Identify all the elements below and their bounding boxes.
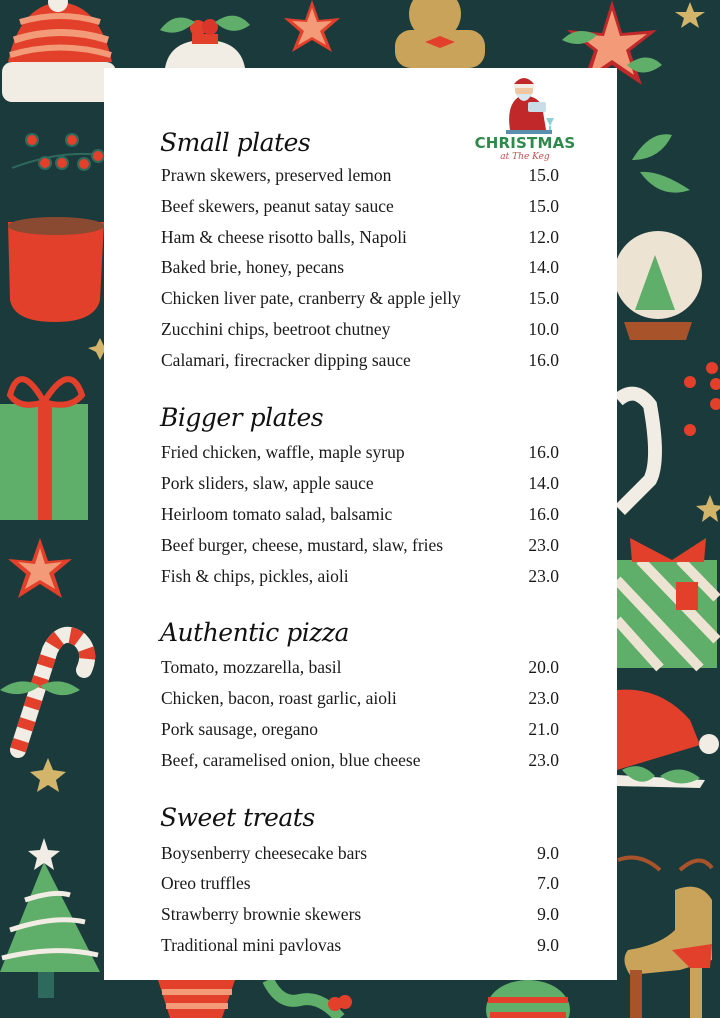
item-name: Chicken liver pate, cranberry & apple jelly [161,288,461,308]
berries-icon [684,362,720,436]
menu-item [161,933,559,957]
item-name: Prawn skewers, preserved lemon [161,165,392,185]
item-name: Tomato, mozzarella, basil [161,657,342,677]
menu-item [161,717,559,741]
item-name: Traditional mini pavlovas [161,935,342,955]
item-price: 15.0 [528,288,559,308]
item-name: Chicken, bacon, roast garlic, aioli [161,688,397,708]
menu-item [161,163,559,187]
item-price: 21.0 [528,719,559,739]
menu-item [161,317,559,341]
item-name: Zucchini chips, beetroot chutney [161,319,391,339]
menu-item [161,440,559,464]
item-price: 9.0 [537,935,559,955]
item-name: Beef skewers, peanut satay sauce [161,196,394,216]
menu-item [161,255,559,279]
item-price: 14.0 [528,257,559,277]
item-name: Beef burger, cheese, mustard, slaw, fries [161,535,444,555]
item-name: Strawberry brownie skewers [161,904,362,924]
christmas-tree-icon [0,838,100,998]
section-title-bigger-plates: Bigger plates [160,403,324,432]
beanie-icon [2,0,116,102]
item-name: Oreo truffles [161,873,251,893]
menu-item [161,655,559,679]
candy-cane-icon [0,635,87,750]
logo [470,74,580,170]
item-name: Calamari, firecracker dipping sauce [161,350,411,370]
logo-title: CHRISTMAS [474,134,576,152]
reindeer-icon [618,858,712,1018]
poinsettia-icon [284,0,340,52]
section-title-small-plates: Small plates [160,128,311,157]
star-icon [675,2,705,28]
item-price: 15.0 [528,196,559,216]
candy-cane-icon [268,980,340,1018]
logo-subtitle: at The Keg [500,152,550,162]
menu-item [161,348,559,372]
poinsettia-icon [8,538,72,598]
item-price: 12.0 [528,227,559,247]
santa-hat-icon [617,690,719,788]
menu-item [161,286,559,310]
item-price: 16.0 [528,350,559,370]
item-name: Fish & chips, pickles, aioli [161,566,349,586]
ornament-icon [160,16,250,68]
holly-leaves-icon [632,134,690,192]
item-name: Beef, caramelised onion, blue cheese [161,750,421,770]
item-price: 14.0 [528,473,559,493]
cocoa-mug-icon [8,217,104,322]
item-name: Pork sliders, slaw, apple sauce [161,473,374,493]
item-price: 20.0 [528,657,559,677]
item-price: 23.0 [528,688,559,708]
item-price: 23.0 [528,535,559,555]
gingerbread-icon [395,0,485,68]
menu-item [161,194,559,218]
berries-icon [12,134,104,170]
item-price: 23.0 [528,566,559,586]
menu-item [161,564,559,588]
item-name: Boysenberry cheesecake bars [161,843,368,863]
stocking-icon [158,980,235,1018]
menu-item [161,686,559,710]
menu-item [161,225,559,249]
item-name: Heirloom tomato salad, balsamic [161,504,393,524]
item-name: Fried chicken, waffle, maple syrup [161,442,405,462]
item-name: Baked brie, honey, pecans [161,257,345,277]
santa-logo-icon [492,74,562,136]
gift-box-icon [617,538,717,668]
item-price: 9.0 [537,843,559,863]
snow-globe-icon [614,231,702,340]
item-price: 16.0 [528,442,559,462]
menu-item [161,748,559,772]
item-price: 15.0 [528,165,559,185]
item-price: 9.0 [537,904,559,924]
menu-item [161,502,559,526]
section-title-sweet-treats: Sweet treats [160,803,315,832]
item-name: Ham & cheese risotto balls, Napoli [161,227,407,247]
section-title-authentic-pizza: Authentic pizza [160,618,349,647]
menu-item [161,871,559,895]
item-name: Pork sausage, oregano [161,719,318,739]
star-icon [30,758,66,792]
item-price: 16.0 [528,504,559,524]
menu-item [161,533,559,557]
star-icon [696,495,720,522]
menu-item [161,471,559,495]
item-price: 23.0 [528,750,559,770]
candy-cane-icon [618,394,655,510]
gift-box-icon [0,379,88,520]
menu-card [104,68,617,980]
menu-item [161,841,559,865]
menu-item [161,902,559,926]
item-price: 7.0 [537,873,559,893]
item-price: 10.0 [528,319,559,339]
